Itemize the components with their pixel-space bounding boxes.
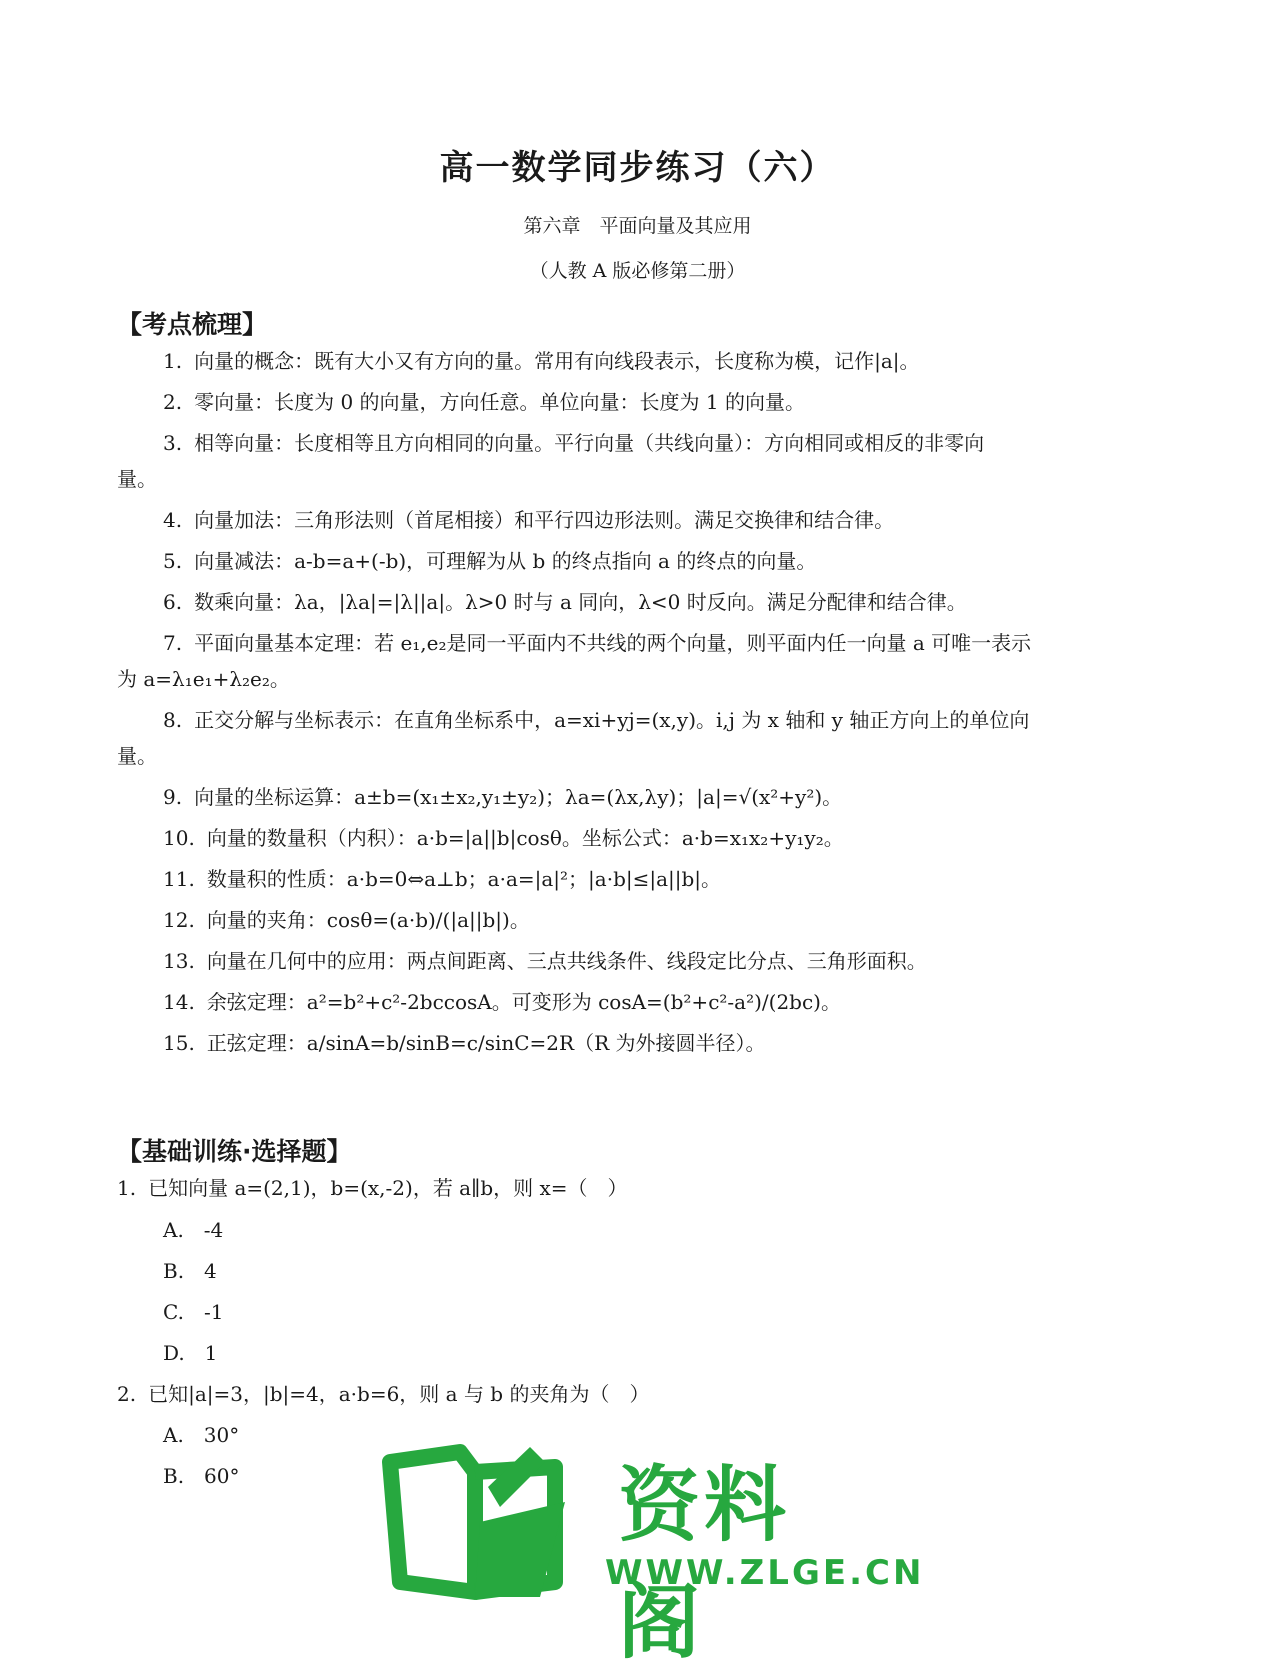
list-item-continuation: 为 a=λ₁e₁+λ₂e₂。 bbox=[117, 667, 290, 691]
list-item: 4. 向量加法：三角形法则（首尾相接）和平行四边形法则。满足交换律和结合律。 bbox=[163, 508, 895, 532]
list-item: 2. 零向量：长度为 0 的向量，方向任意。单位向量：长度为 1 的向量。 bbox=[163, 390, 805, 414]
page-title: 高一数学同步练习（六） bbox=[439, 148, 836, 188]
list-item: 3. 相等向量：长度相等且方向相同的向量。平行向量（共线向量）：方向相同或相反的非零向 bbox=[163, 431, 985, 455]
chapter-subtitle: 第六章 平面向量及其应用 bbox=[523, 215, 752, 237]
list-item: 8. 正交分解与坐标表示：在直角坐标系中，a=xi+yj=(x,y)。i,j 为 x 轴和 y 轴正方向上的单位向 bbox=[163, 708, 1030, 732]
list-item: 14. 余弦定理：a²=b²+c²-2bccosA。可变形为 cosA=(b²+c²-a²)/(2bc)。 bbox=[163, 990, 841, 1014]
question: 2. 已知|a|=3，|b|=4，a·b=6，则 a 与 b 的夹角为（ ） bbox=[117, 1382, 650, 1406]
answer-option: D. 1 bbox=[163, 1341, 218, 1365]
list-item-continuation: 量。 bbox=[117, 467, 157, 491]
answer-option: A. 30° bbox=[163, 1423, 240, 1447]
book-icon bbox=[380, 1432, 580, 1602]
list-item: 12. 向量的夹角：cosθ=(a·b)/(|a||b|)。 bbox=[163, 908, 530, 932]
question: 1. 已知向量 a=(2,1)，b=(x,-2)，若 a∥b，则 x=（ ） bbox=[117, 1176, 628, 1200]
list-item: 6. 数乘向量：λa，|λa|=|λ||a|。λ>0 时与 a 同向，λ<0 时反向。满足分配律和结合律。 bbox=[163, 590, 967, 614]
list-item: 13. 向量在几何中的应用：两点间距离、三点共线条件、线段定比分点、三角形面积。 bbox=[163, 949, 927, 973]
watermark-name: 资料阁 bbox=[618, 1458, 791, 1670]
section-heading-exercises: 【基础训练·选择题】 bbox=[117, 1137, 352, 1166]
answer-option: B. 60° bbox=[163, 1464, 240, 1488]
list-item-continuation: 量。 bbox=[117, 744, 157, 768]
answer-option: C. -1 bbox=[163, 1300, 224, 1324]
section-heading-key-points: 【考点梳理】 bbox=[117, 310, 268, 339]
list-item: 15. 正弦定理：a/sinA=b/sinB=c/sinC=2R（R 为外接圆半径）。 bbox=[163, 1031, 766, 1055]
list-item: 5. 向量减法：a-b=a+(-b)，可理解为从 b 的终点指向 a 的终点的向量。 bbox=[163, 549, 817, 573]
watermark-logo bbox=[400, 1440, 925, 1670]
list-item: 10. 向量的数量积（内积）：a·b=|a||b|cosθ。坐标公式：a·b=x₁x₂+y₁y₂。 bbox=[163, 826, 844, 850]
answer-option: A. -4 bbox=[163, 1218, 224, 1242]
edition-subtitle: （人教 A 版必修第二册） bbox=[529, 260, 746, 282]
list-item: 7. 平面向量基本定理：若 e₁,e₂是同一平面内不共线的两个向量，则平面内任一向量 a 可唯一表示 bbox=[163, 631, 1032, 655]
list-item: 11. 数量积的性质：a·b=0⇔a⊥b；a·a=|a|²；|a·b|≤|a||b|。 bbox=[163, 867, 722, 891]
watermark-url: WWW.ZLGE.CN bbox=[605, 1553, 925, 1593]
answer-option: B. 4 bbox=[163, 1259, 217, 1283]
list-item: 9. 向量的坐标运算：a±b=(x₁±x₂,y₁±y₂)；λa=(λx,λy)；|a|=√(x²+y²)。 bbox=[163, 785, 843, 809]
list-item: 1. 向量的概念：既有大小又有方向的量。常用有向线段表示，长度称为模，记作|a|。 bbox=[163, 349, 920, 373]
